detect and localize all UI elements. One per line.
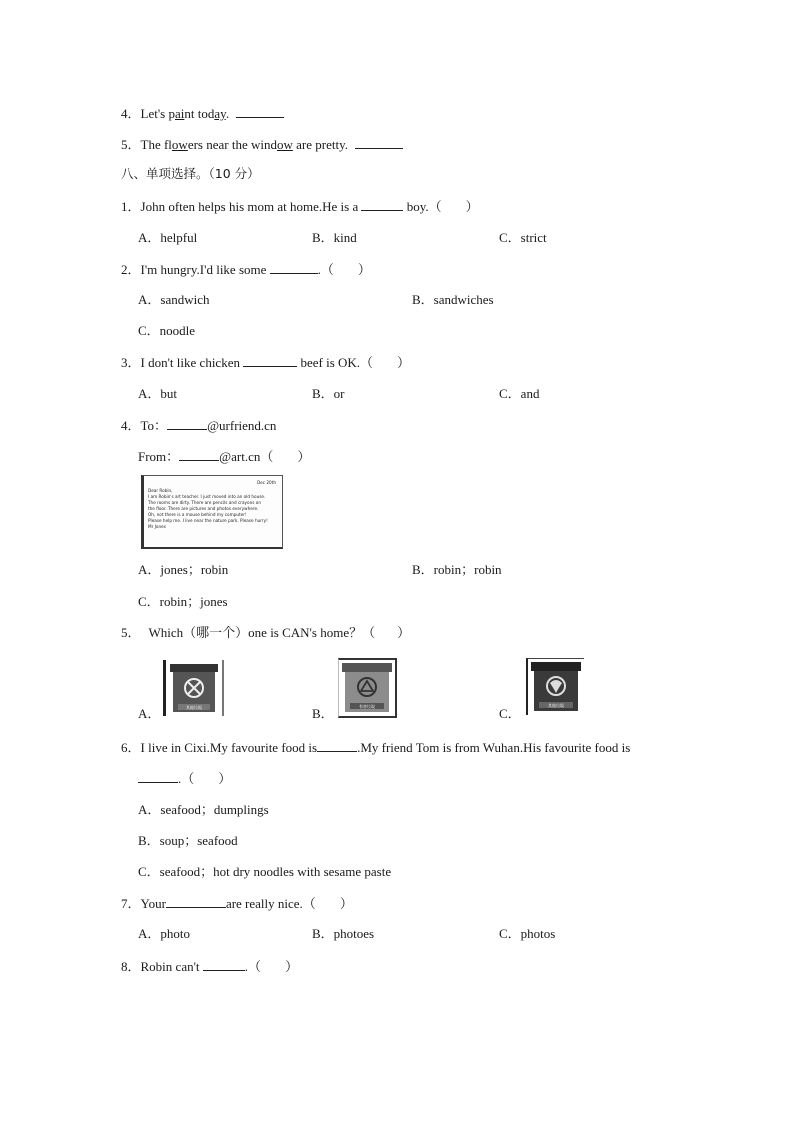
- question-7: 7．Your are really nice.（ ）: [121, 896, 353, 911]
- section-8-title: 八、单项选择。（10 分）: [121, 166, 260, 181]
- option-a[interactable]: A．sandwich: [138, 292, 210, 307]
- option-a[interactable]: A．helpful: [138, 230, 198, 245]
- option-a[interactable]: A．jones；robin: [138, 562, 229, 577]
- option-b[interactable]: B．soup；seafood: [138, 833, 238, 848]
- option-a[interactable]: A．seafood；dumplings: [138, 802, 269, 817]
- option-b[interactable]: B．robin；robin: [412, 562, 502, 577]
- trash-bin-a-icon[interactable]: [163, 660, 224, 716]
- question-1: 1．John often helps his mom at home.He is a boy.（ ）: [121, 199, 479, 214]
- top-question-5: 5．The flowers near the window are pretty.: [121, 136, 403, 153]
- option-c[interactable]: C．: [499, 706, 521, 721]
- answer-blank[interactable]: [203, 958, 245, 971]
- option-a[interactable]: A．: [138, 706, 161, 721]
- answer-blank[interactable]: [355, 136, 403, 149]
- answer-blank[interactable]: [166, 895, 226, 908]
- answer-blank[interactable]: [138, 770, 178, 783]
- option-b[interactable]: B．kind: [312, 230, 357, 245]
- option-a[interactable]: A．but: [138, 386, 178, 401]
- answer-blank[interactable]: [243, 354, 297, 367]
- question-8: 8．Robin can't .（ ）: [121, 959, 299, 974]
- answer-blank[interactable]: [236, 105, 284, 118]
- question-4-from: From： @art.cn（ ）: [138, 449, 311, 464]
- svg-text:有害垃圾: 有害垃圾: [359, 704, 375, 709]
- question-6-cont: .（ ）: [138, 770, 231, 787]
- option-c[interactable]: C．strict: [499, 230, 547, 245]
- top-question-4: 4．Let's paint today.: [121, 105, 284, 122]
- question-4: 4．To： @urfriend.cn: [121, 418, 277, 433]
- question-5: 5． Which（哪一个）one is CAN's home？（ ）: [121, 625, 411, 640]
- svg-text:其他垃圾: 其他垃圾: [186, 705, 202, 710]
- trash-bin-c-icon[interactable]: [526, 658, 584, 715]
- option-c[interactable]: C．photos: [499, 926, 556, 941]
- option-b[interactable]: B．or: [312, 386, 345, 401]
- option-c[interactable]: C．seafood；hot dry noodles with sesame paste: [138, 864, 392, 879]
- option-b[interactable]: B．: [312, 706, 334, 721]
- letter-date: Dec 20th: [256, 480, 276, 485]
- option-b[interactable]: B．sandwiches: [412, 292, 494, 307]
- answer-blank[interactable]: [179, 448, 219, 461]
- question-3: 3．I don't like chicken beef is OK.（ ）: [121, 355, 411, 370]
- option-b[interactable]: B．photoes: [312, 926, 375, 941]
- option-c[interactable]: C．and: [499, 386, 540, 401]
- question-2: 2．I'm hungry.I'd like some .（ ）: [121, 262, 371, 277]
- option-c[interactable]: C．robin；jones: [138, 594, 228, 609]
- answer-blank[interactable]: [167, 417, 207, 430]
- answer-blank[interactable]: [361, 198, 403, 211]
- answer-blank[interactable]: [270, 261, 318, 274]
- svg-text:其他垃圾: 其他垃圾: [548, 703, 564, 708]
- answer-blank[interactable]: [317, 739, 357, 752]
- trash-bin-b-icon[interactable]: [338, 658, 397, 718]
- question-6: 6．I live in Cixi.My favourite food is .My friend Tom is from Wuhan.His favourite food is: [121, 740, 631, 755]
- option-c[interactable]: C．noodle: [138, 323, 196, 338]
- option-a[interactable]: A．photo: [138, 926, 191, 941]
- email-letter-image: Dec 20th Dear Robin, I am Robin's art teacher. I just moved into an old house. The rooms are dirty. There are pencils and crayons on the floor. There are pictures and photos everywhere. Oh, not there is a mouse behind my computer! Please help me. I live near the nature park. Please hurry! Mr Jones: [141, 475, 283, 549]
